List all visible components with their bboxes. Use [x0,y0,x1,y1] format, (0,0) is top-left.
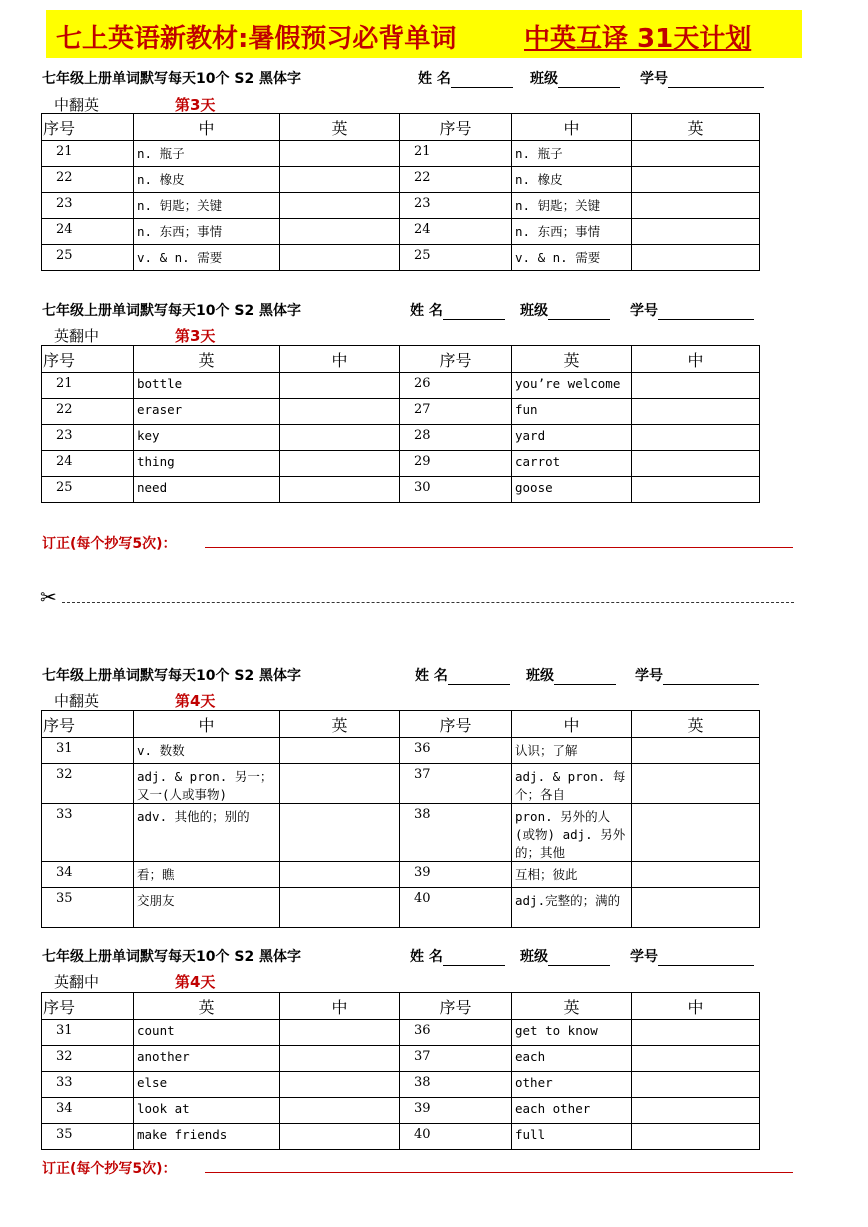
word-cell: n. 钥匙；关键 [134,193,280,219]
day-label: 第4天 [175,973,216,991]
header-title: 七年级上册单词默写每天10个 S2 黑体字 [42,71,302,87]
word-cell: adj. & pron. 每个；各自 [512,764,632,804]
index-cell: 21 [42,373,134,399]
index-cell: 38 [400,804,512,862]
number-label: 学号 [630,300,754,320]
table-header-row [42,993,760,1020]
answer-cell[interactable] [632,477,760,503]
word-cell: 交朋友 [134,888,280,928]
column-header: 英 [134,993,280,1020]
index-cell: 37 [400,1046,512,1072]
answer-cell[interactable] [632,764,760,804]
word-cell: pron. 另外的人(或物) adj. 另外的；其他 [512,804,632,862]
word-table [41,992,760,1150]
answer-cell[interactable] [280,1124,400,1150]
column-header: 英 [512,993,632,1020]
answer-cell[interactable] [632,888,760,928]
column-header: 中 [280,346,400,373]
correction-label: 订正(每个抄写5次)： [42,1161,177,1177]
index-cell: 27 [400,399,512,425]
index-cell: 24 [42,219,134,245]
answer-cell[interactable] [632,451,760,477]
table-row [42,1098,760,1124]
number-label: 学号 [640,68,764,88]
answer-cell[interactable] [632,1046,760,1072]
answer-cell[interactable] [280,245,400,271]
day-label: 第3天 [175,327,216,345]
table-row [42,804,760,862]
answer-cell[interactable] [632,425,760,451]
class-label: 班级 [520,946,610,966]
index-cell: 22 [42,399,134,425]
answer-cell[interactable] [632,862,760,888]
table-row [42,373,760,399]
word-cell: 互相；彼此 [512,862,632,888]
class-label: 班级 [530,68,620,88]
column-header: 序号 [400,993,512,1020]
word-cell: each other [512,1098,632,1124]
header-title: 七年级上册单词默写每天10个 S2 黑体字 [42,303,302,319]
index-cell: 21 [42,141,134,167]
cut-line [62,602,794,603]
answer-cell[interactable] [280,141,400,167]
word-table [41,710,760,928]
index-cell: 36 [400,1020,512,1046]
index-cell: 37 [400,764,512,804]
index-cell: 39 [400,862,512,888]
index-cell: 35 [42,888,134,928]
index-cell: 25 [42,245,134,271]
word-cell: n. 瓶子 [512,141,632,167]
word-cell: n. 钥匙；关键 [512,193,632,219]
table-row [42,862,760,888]
answer-cell[interactable] [632,167,760,193]
index-cell: 24 [42,451,134,477]
word-cell: each [512,1046,632,1072]
index-cell: 40 [400,1124,512,1150]
word-cell: n. 瓶子 [134,141,280,167]
name-label: 姓 名 [415,665,510,685]
table-row [42,888,760,928]
column-header: 序号 [400,114,512,141]
title-banner [46,10,802,58]
table-row [42,167,760,193]
index-cell: 22 [42,167,134,193]
answer-cell[interactable] [280,399,400,425]
name-label: 姓 名 [410,300,505,320]
table-row [42,1020,760,1046]
column-header: 英 [632,114,760,141]
table-row [42,738,760,764]
answer-cell[interactable] [280,425,400,451]
answer-cell[interactable] [280,477,400,503]
answer-cell[interactable] [632,373,760,399]
answer-cell[interactable] [280,1098,400,1124]
name-label: 姓 名 [410,946,505,966]
index-cell: 23 [400,193,512,219]
word-cell: else [134,1072,280,1098]
answer-cell[interactable] [632,804,760,862]
index-cell: 36 [400,738,512,764]
mode-label: 英翻中 [54,327,100,345]
answer-cell[interactable] [280,804,400,862]
banner-plan: 中英互译 31天计划 [524,24,752,54]
word-cell: you’re welcome [512,373,632,399]
table-header-row [42,346,760,373]
word-cell: make friends [134,1124,280,1150]
answer-cell[interactable] [280,764,400,804]
answer-cell[interactable] [632,1072,760,1098]
word-cell: n. 橡皮 [134,167,280,193]
index-cell: 35 [42,1124,134,1150]
word-cell: n. 橡皮 [512,167,632,193]
name-label: 姓 名 [418,68,513,88]
word-cell: full [512,1124,632,1150]
word-cell: n. 东西；事情 [134,219,280,245]
number-label: 学号 [635,665,759,685]
table-row [42,219,760,245]
word-cell: fun [512,399,632,425]
word-cell: adj. & pron. 另一；又一(人或事物) [134,764,280,804]
word-cell: bottle [134,373,280,399]
column-header: 序号 [400,346,512,373]
column-header: 序号 [42,114,134,141]
day-label: 第4天 [175,692,216,710]
table-row [42,193,760,219]
column-header: 中 [512,114,632,141]
index-cell: 25 [400,245,512,271]
word-cell: 看；瞧 [134,862,280,888]
answer-cell[interactable] [632,245,760,271]
table-header-row [42,114,760,141]
table-row [42,1072,760,1098]
answer-cell[interactable] [280,1020,400,1046]
word-cell: need [134,477,280,503]
column-header: 英 [134,346,280,373]
answer-cell[interactable] [280,862,400,888]
index-cell: 38 [400,1072,512,1098]
column-header: 中 [134,114,280,141]
index-cell: 33 [42,1072,134,1098]
table-row [42,245,760,271]
index-cell: 32 [42,764,134,804]
banner-title: 七上英语新教材:暑假预习必背单词 [56,24,457,54]
header-title: 七年级上册单词默写每天10个 S2 黑体字 [42,668,302,684]
index-cell: 31 [42,1020,134,1046]
word-table [41,113,760,271]
column-header: 序号 [42,346,134,373]
table-row [42,399,760,425]
correction-label: 订正(每个抄写5次)： [42,536,177,552]
word-cell: adj.完整的；满的 [512,888,632,928]
index-cell: 39 [400,1098,512,1124]
word-cell: 认识；了解 [512,738,632,764]
index-cell: 30 [400,477,512,503]
index-cell: 25 [42,477,134,503]
word-cell: get to know [512,1020,632,1046]
index-cell: 23 [42,425,134,451]
answer-cell[interactable] [632,141,760,167]
column-header: 中 [512,711,632,738]
index-cell: 29 [400,451,512,477]
day-label: 第3天 [175,96,216,114]
word-cell: adv. 其他的；别的 [134,804,280,862]
word-cell: v. 数数 [134,738,280,764]
word-cell: thing [134,451,280,477]
index-cell: 28 [400,425,512,451]
correction-line [205,1172,793,1173]
answer-cell[interactable] [280,219,400,245]
answer-cell[interactable] [280,193,400,219]
answer-cell[interactable] [632,738,760,764]
index-cell: 21 [400,141,512,167]
index-cell: 31 [42,738,134,764]
word-cell: v. & n. 需要 [134,245,280,271]
answer-cell[interactable] [280,888,400,928]
index-cell: 26 [400,373,512,399]
table-row [42,477,760,503]
header-title: 七年级上册单词默写每天10个 S2 黑体字 [42,949,302,965]
index-cell: 32 [42,1046,134,1072]
index-cell: 34 [42,862,134,888]
word-cell: carrot [512,451,632,477]
class-label: 班级 [526,665,616,685]
column-header: 中 [280,993,400,1020]
word-cell: yard [512,425,632,451]
table-header-row [42,711,760,738]
index-cell: 22 [400,167,512,193]
table-row [42,425,760,451]
word-cell: eraser [134,399,280,425]
answer-cell[interactable] [280,451,400,477]
word-cell: key [134,425,280,451]
table-row [42,451,760,477]
answer-cell[interactable] [280,1072,400,1098]
answer-cell[interactable] [632,399,760,425]
mode-label: 中翻英 [54,692,100,710]
table-row [42,1124,760,1150]
answer-cell[interactable] [632,193,760,219]
answer-cell[interactable] [632,1098,760,1124]
table-row [42,764,760,804]
word-cell: goose [512,477,632,503]
number-label: 学号 [630,946,754,966]
column-header: 中 [632,993,760,1020]
index-cell: 40 [400,888,512,928]
index-cell: 24 [400,219,512,245]
column-header: 序号 [42,711,134,738]
table-row [42,1046,760,1072]
answer-cell[interactable] [632,219,760,245]
column-header: 英 [632,711,760,738]
word-cell: n. 东西；事情 [512,219,632,245]
answer-cell[interactable] [280,738,400,764]
mode-label: 中翻英 [54,96,100,114]
column-header: 中 [134,711,280,738]
scissors-icon: ✂ [40,585,57,609]
column-header: 英 [280,114,400,141]
column-header: 中 [632,346,760,373]
column-header: 英 [280,711,400,738]
answer-cell[interactable] [280,1046,400,1072]
index-cell: 23 [42,193,134,219]
class-label: 班级 [520,300,610,320]
answer-cell[interactable] [632,1020,760,1046]
word-cell: another [134,1046,280,1072]
answer-cell[interactable] [280,167,400,193]
word-cell: v. & n. 需要 [512,245,632,271]
table-row [42,141,760,167]
column-header: 序号 [42,993,134,1020]
answer-cell[interactable] [632,1124,760,1150]
mode-label: 英翻中 [54,973,100,991]
word-table [41,345,760,503]
index-cell: 34 [42,1098,134,1124]
word-cell: count [134,1020,280,1046]
word-cell: other [512,1072,632,1098]
index-cell: 33 [42,804,134,862]
column-header: 序号 [400,711,512,738]
column-header: 英 [512,346,632,373]
answer-cell[interactable] [280,373,400,399]
correction-line [205,547,793,548]
word-cell: look at [134,1098,280,1124]
